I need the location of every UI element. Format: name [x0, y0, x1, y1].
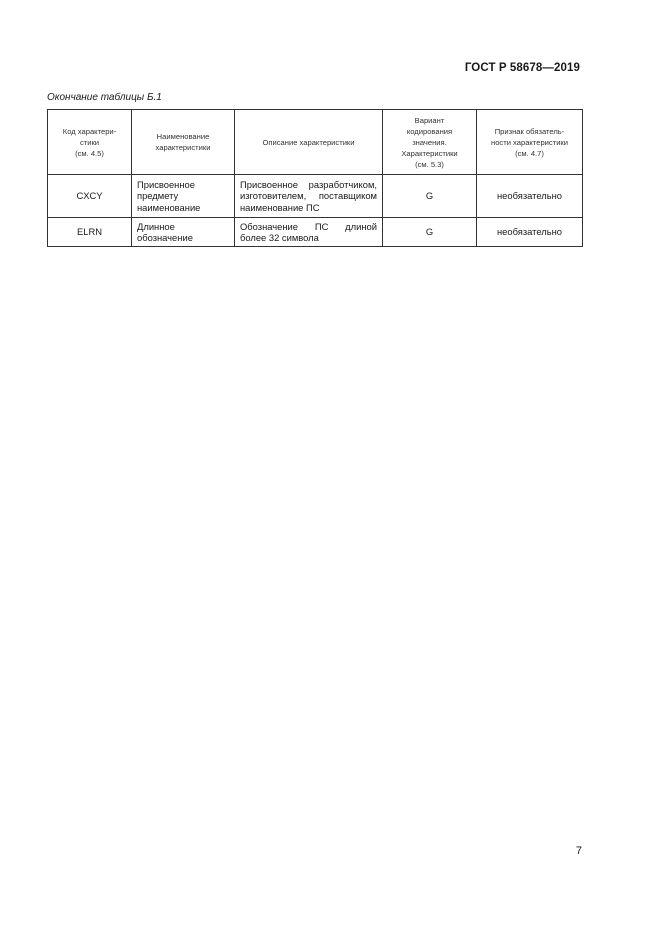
column-header-code: Код характери- стики (см. 4.5) — [48, 110, 132, 175]
column-header-obligation: Признак обязатель- ности характеристики (см. 4.7) — [477, 110, 583, 175]
document-code: ГОСТ Р 58678—2019 — [464, 62, 580, 74]
cell-encoding: G — [383, 218, 477, 247]
table-header-row — [48, 110, 583, 175]
table-caption: Окончание таблицы Б.1 — [47, 92, 162, 103]
cell-description: Обозначение ПС длиной более 32 символа — [235, 218, 383, 247]
table-row — [48, 218, 583, 247]
column-header-name: Наименование характеристики — [132, 110, 235, 175]
column-header-description: Описание характеристики — [235, 110, 383, 175]
table-row — [48, 175, 583, 218]
column-header-encoding: Вариант кодирования значения. Характеристики (см. 5.3) — [383, 110, 477, 175]
cell-code: CXCY — [48, 175, 132, 218]
cell-encoding: G — [383, 175, 477, 218]
cell-description: Присвоенное разработчиком, изготовителем, поставщиком наименование ПС — [235, 175, 383, 218]
cell-obligation: необязательно — [477, 218, 583, 247]
cell-name: Присвоенное предмету наименование — [132, 175, 235, 218]
page-number: 7 — [575, 845, 582, 857]
characteristics-table — [47, 109, 583, 247]
cell-name: Длинное обозначение — [132, 218, 235, 247]
cell-obligation: необязательно — [477, 175, 583, 218]
cell-code: ELRN — [48, 218, 132, 247]
